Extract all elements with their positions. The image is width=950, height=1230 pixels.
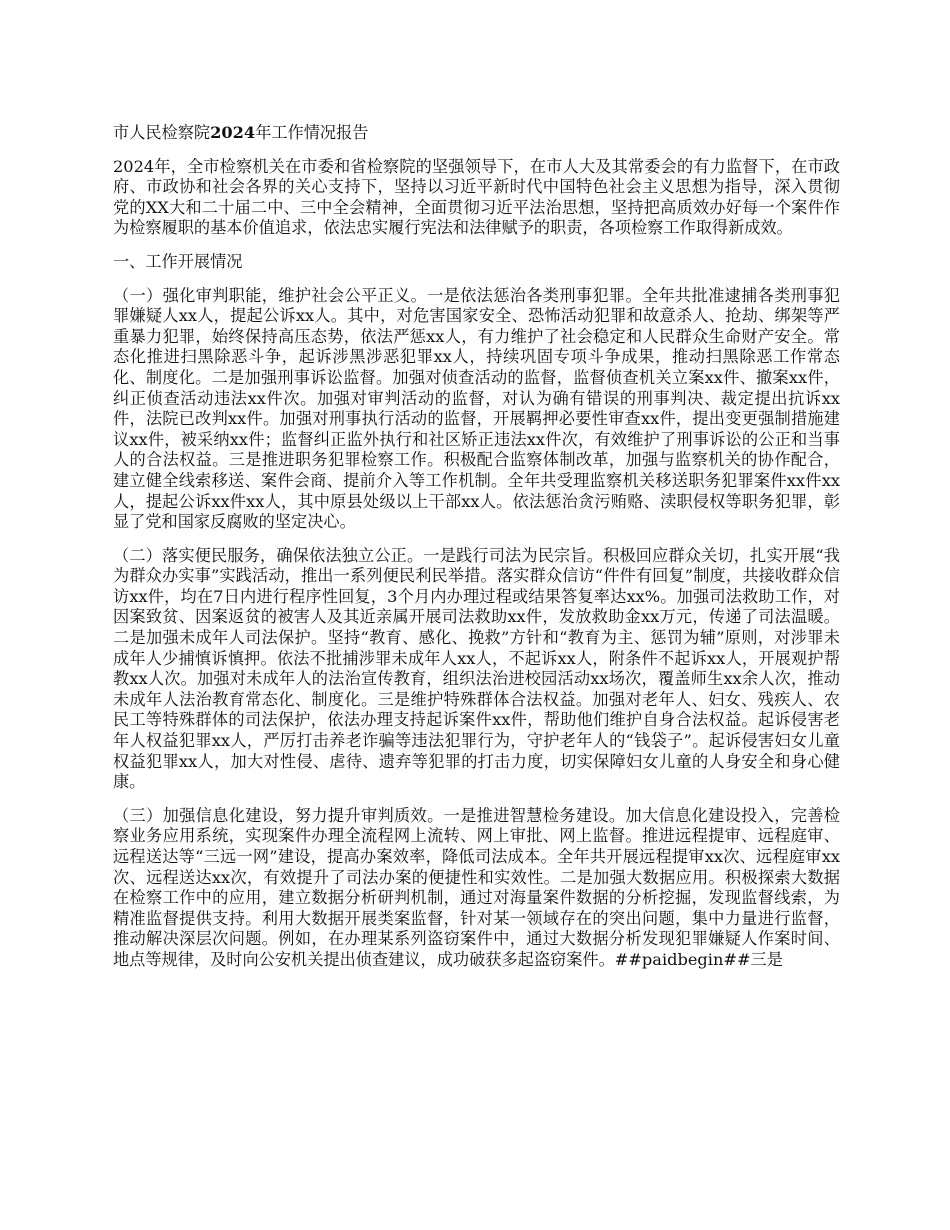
title-year: 2024	[210, 123, 256, 142]
document-title	[113, 123, 840, 144]
paragraph-convenience-services: （二）落实便民服务，确保依法独立公正。一是践行司法为民宗旨。积极回应群众关切，扎实开展“我为群众办实事”实践活动，推出一系列便民利民举措。落实群众信访“件件有回复”制度，共接收群众信访xx件，均在7日内进行程序性回复，3个月内办理过程或结果答复率达xx%。加强司法救助工作，对因案致贫、因案返贫的被害人及其近亲属开展司法救助xx件，发放救助金xx万元，传递了司法温暖。二是加强未成年人司法保护。坚持“教育、感化、挽救”方针和“教育为主、惩罚为辅”原则，对涉罪未成年人少捕慎诉慎押。依法不批捕涉罪未成年人xx人，不起诉xx人，附条件不起诉xx人，开展观护帮教xx人次。加强对未成年人的法治宣传教育，组织法治进校园活动xx场次，覆盖师生xx余人次，推动未成年人法治教育常态化、制度化。三是维护特殊群体合法权益。加强对老年人、妇女、残疾人、农民工等特殊群体的司法保护，依法办理支持起诉案件xx件，帮助他们维护自身合法权益。起诉侵害老年人权益犯罪xx人，严厉打击养老诈骗等违法犯罪行为，守护老年人的“钱袋子”。起诉侵害妇女儿童权益犯罪xx人，加大对性侵、虐待、遗弃等犯罪的打击力度，切实保障妇女儿童的人身安全和身心健康。	[113, 545, 840, 792]
paragraph-informatization: （三）加强信息化建设，努力提升审判质效。一是推进智慧检务建设。加大信息化建设投入，完善检察业务应用系统，实现案件办理全流程网上流转、网上审批、网上监督。推进远程提审、远程庭审、远程送达等“三远一网”建设，提高办案效率，降低司法成本。全年共开展远程提审xx次、远程庭审xx次、远程送达xx次，有效提升了司法办案的便捷性和实效性。二是加强大数据应用。积极探索大数据在检察工作中的应用，建立数据分析研判机制，通过对海量案件数据的分析挖掘，发现监督线索，为精准监督提供支持。利用大数据开展类案监督，针对某一领域存在的突出问题，集中力量进行监督，推动解决深层次问题。例如，在办理某系列盗窃案件中，通过大数据分析发现犯罪嫌疑人作案时间、地点等规律，及时向公安机关提出侦查建议，成功破获多起盗窃案件。##paidbegin##三是	[113, 805, 840, 969]
document-page	[113, 123, 840, 984]
title-prefix: 市人民检察院	[113, 123, 211, 142]
intro-paragraph: 2024年，全市检察机关在市委和省检察院的坚强领导下，在市人大及其常委会的有力监督下，在市政府、市政协和社会各界的关心支持下，坚持以习近平新时代中国特色社会主义思想为指导，深入贯彻党的XX大和二十届二中、三中全会精神，全面贯彻习近平法治思想，坚持把高质效办好每一个案件作为检察履职的基本价值追求，依法忠实履行宪法和法律赋予的职责，各项检察工作取得新成效。	[113, 156, 840, 238]
section-heading-work-progress: 一、工作开展情况	[113, 251, 243, 271]
title-suffix: 年工作情况报告	[255, 123, 369, 142]
paragraph-judicial-function: （一）强化审判职能，维护社会公平正义。一是依法惩治各类刑事犯罪。全年共批准逮捕各类刑事犯罪嫌疑人xx人，提起公诉xx人。其中，对危害国家安全、恐怖活动犯罪和故意杀人、抢劫、绑架等严重暴力犯罪，始终保持高压态势，依法严惩xx人，有力维护了社会稳定和人民群众生命财产安全。常态化推进扫黑除恶斗争，起诉涉黑涉恶犯罪xx人，持续巩固专项斗争成果，推动扫黑除恶工作常态化、制度化。二是加强刑事诉讼监督。加强对侦查活动的监督，监督侦查机关立案xx件、撤案xx件，纠正侦查活动违法xx件次。加强对审判活动的监督，对认为确有错误的刑事判决、裁定提出抗诉xx件，法院已改判xx件。加强对刑事执行活动的监督，开展羁押必要性审查xx件，提出变更强制措施建议xx件，被采纳xx件；监督纠正监外执行和社区矫正违法xx件次，有效维护了刑事诉讼的公正和当事人的合法权益。三是推进职务犯罪检察工作。积极配合监察体制改革，加强与监察机关的协作配合，建立健全线索移送、案件会商、提前介入等工作机制。全年共受理监察机关移送职务犯罪案件xx件xx人，提起公诉xx件xx人，其中原县处级以上干部xx人。依法惩治贪污贿赂、渎职侵权等职务犯罪，彰显了党和国家反腐败的坚定决心。	[113, 285, 840, 532]
